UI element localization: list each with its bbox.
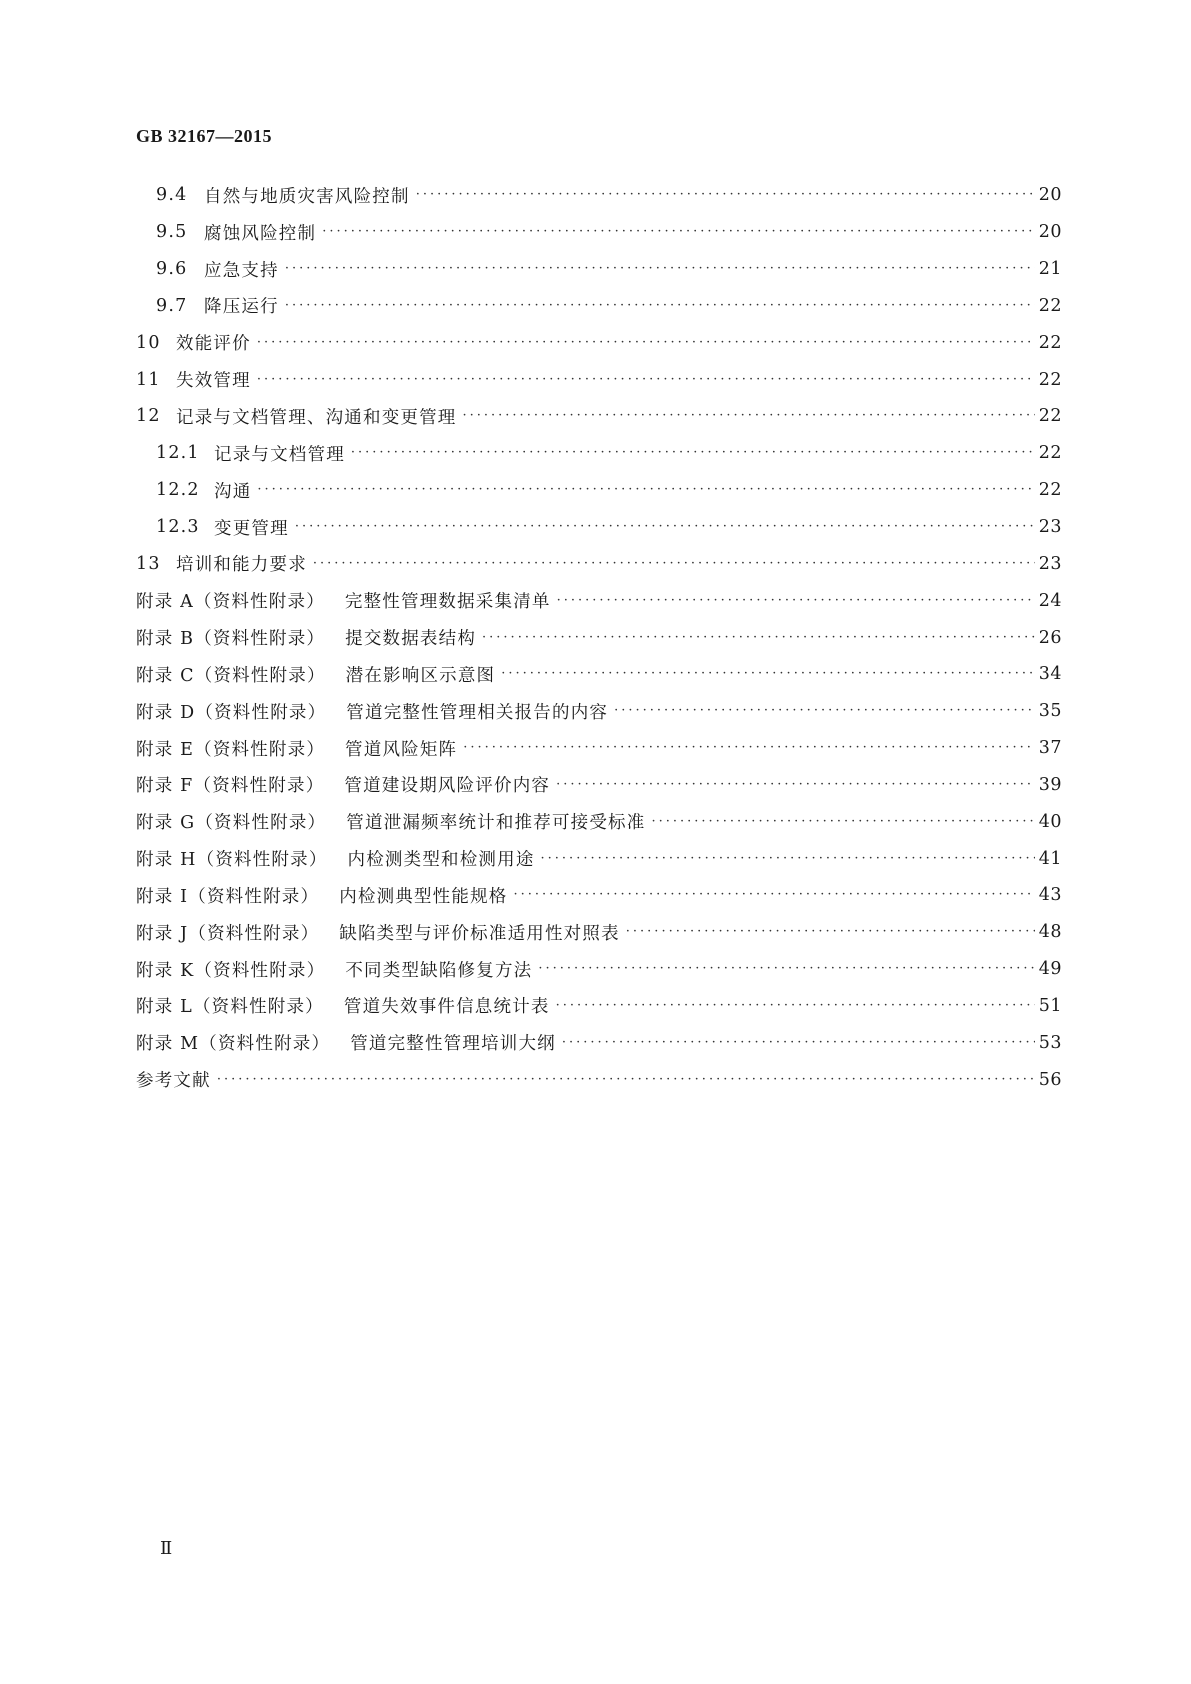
toc-entry-page: 40 bbox=[1038, 811, 1062, 832]
dot-leader bbox=[501, 664, 1034, 684]
toc-entry[interactable] bbox=[136, 730, 1062, 767]
toc-entry-title: 沟通 bbox=[214, 481, 252, 502]
toc-entry-title: 记录与文档管理、沟通和变更管理 bbox=[176, 407, 457, 428]
dot-leader bbox=[322, 222, 1035, 242]
dot-leader bbox=[217, 1070, 1035, 1090]
toc-entry-number: 附录 D（资料性附录） bbox=[136, 702, 327, 723]
dot-leader bbox=[614, 701, 1035, 721]
dot-leader bbox=[514, 885, 1035, 905]
toc-entry-page: 35 bbox=[1038, 701, 1062, 722]
toc-entry-number: 附录 K（资料性附录） bbox=[136, 960, 326, 981]
toc-entry-page: 20 bbox=[1038, 185, 1062, 206]
toc-entry-title: 培训和能力要求 bbox=[176, 555, 307, 576]
toc-entry-number: 附录 H（资料性附录） bbox=[136, 850, 328, 871]
toc-entry-page: 22 bbox=[1038, 295, 1062, 316]
toc-entry-page: 48 bbox=[1038, 922, 1062, 943]
toc-entry-title: 潜在影响区示意图 bbox=[345, 665, 496, 686]
dot-leader bbox=[538, 959, 1034, 979]
toc-entry[interactable] bbox=[136, 1024, 1062, 1061]
toc-entry[interactable] bbox=[136, 361, 1062, 398]
page-number-footer: Ⅱ bbox=[160, 1538, 173, 1558]
toc-entry-number: 附录 A（资料性附录） bbox=[136, 592, 325, 613]
toc-entry[interactable] bbox=[136, 619, 1062, 656]
toc-entry-title: 管道完整性管理培训大纲 bbox=[350, 1034, 556, 1055]
toc-entry[interactable] bbox=[136, 582, 1062, 619]
toc-entry-page: 56 bbox=[1038, 1069, 1062, 1090]
toc-entry-number: 附录 M（资料性附录） bbox=[136, 1034, 331, 1055]
toc-entry[interactable] bbox=[136, 251, 1062, 288]
toc-entry-page: 20 bbox=[1038, 222, 1062, 243]
toc-entry-page: 24 bbox=[1038, 590, 1062, 611]
toc-entry-page: 53 bbox=[1038, 1032, 1062, 1053]
toc-entry-page: 22 bbox=[1038, 369, 1062, 390]
toc-entry-title: 提交数据表结构 bbox=[345, 629, 477, 650]
toc-entry-number: 附录 J（资料性附录） bbox=[136, 923, 320, 944]
toc-entry-number: 附录 E（资料性附录） bbox=[136, 739, 326, 760]
dot-leader bbox=[463, 738, 1034, 758]
dot-leader bbox=[313, 554, 1035, 574]
dot-leader bbox=[556, 775, 1035, 795]
toc-entry-number: 12.2 bbox=[156, 480, 200, 501]
toc-entry-number: 9.4 bbox=[156, 185, 188, 206]
toc-entry-title: 内检测典型性能规格 bbox=[339, 886, 508, 907]
toc-entry-page: 51 bbox=[1038, 995, 1062, 1016]
toc-entry-page: 43 bbox=[1038, 885, 1062, 906]
toc-entry[interactable] bbox=[136, 877, 1062, 914]
document-id-header: GB 32167—2015 bbox=[136, 126, 273, 146]
toc-entry-title: 管道风险矩阵 bbox=[345, 739, 458, 760]
toc-entry-page: 26 bbox=[1038, 627, 1062, 648]
toc-entry-page: 41 bbox=[1038, 848, 1062, 869]
dot-leader bbox=[351, 443, 1035, 463]
toc-entry-number: 11 bbox=[136, 369, 161, 390]
toc-entry-number: 附录 B（资料性附录） bbox=[136, 629, 326, 650]
toc-entry-page: 22 bbox=[1038, 332, 1062, 353]
toc-entry-number: 9.7 bbox=[156, 295, 188, 316]
toc-entry-title: 失效管理 bbox=[176, 371, 251, 392]
toc-entry-page: 23 bbox=[1038, 553, 1062, 574]
toc-entry[interactable] bbox=[136, 767, 1062, 804]
toc-entry-number: 附录 G（资料性附录） bbox=[136, 813, 327, 834]
toc-entry-page: 21 bbox=[1038, 259, 1062, 280]
toc-entry[interactable] bbox=[136, 914, 1062, 951]
toc-entry-title: 变更管理 bbox=[214, 518, 289, 539]
dot-leader bbox=[562, 1033, 1035, 1053]
toc-entry-number: 附录 C（资料性附录） bbox=[136, 665, 326, 686]
toc-entry-number: 12 bbox=[136, 406, 161, 427]
toc-entry[interactable] bbox=[136, 951, 1062, 988]
dot-leader bbox=[257, 480, 1034, 500]
toc-entry-title: 不同类型缺陷修复方法 bbox=[345, 960, 533, 981]
toc-entry[interactable] bbox=[136, 693, 1062, 730]
dot-leader bbox=[257, 370, 1035, 390]
toc-entry[interactable] bbox=[136, 398, 1062, 435]
dot-leader bbox=[295, 517, 1035, 537]
toc-entry-title: 内检测类型和检测用途 bbox=[347, 850, 535, 871]
toc-entry-page: 22 bbox=[1038, 406, 1062, 427]
toc-entry-page: 34 bbox=[1038, 664, 1062, 685]
toc-entry-number: 附录 I（资料性附录） bbox=[136, 886, 320, 907]
toc-entry-title: 降压运行 bbox=[204, 297, 279, 318]
toc-entry-title: 腐蚀风险控制 bbox=[204, 223, 317, 244]
toc-entry-title: 效能评价 bbox=[176, 334, 251, 355]
toc-entry[interactable] bbox=[136, 177, 1062, 214]
toc-entry[interactable] bbox=[136, 288, 1062, 325]
toc-entry-title: 完整性管理数据采集清单 bbox=[344, 592, 551, 613]
toc-entry-title: 参考文献 bbox=[136, 1071, 211, 1092]
toc-entry[interactable] bbox=[136, 656, 1062, 693]
toc-entry[interactable] bbox=[136, 803, 1062, 840]
toc-entry[interactable] bbox=[136, 840, 1062, 877]
toc-entry-number: 12.1 bbox=[156, 443, 200, 464]
toc-entry-page: 37 bbox=[1038, 738, 1062, 759]
toc-entry-number: 13 bbox=[136, 553, 161, 574]
toc-entry[interactable] bbox=[136, 472, 1062, 509]
toc-entry[interactable] bbox=[136, 1061, 1062, 1098]
toc-entry-page: 22 bbox=[1038, 480, 1062, 501]
toc-entry-number: 9.5 bbox=[156, 222, 188, 243]
toc-entry[interactable] bbox=[136, 509, 1062, 546]
toc-entry[interactable] bbox=[136, 988, 1062, 1025]
toc-entry-number: 9.6 bbox=[156, 259, 188, 280]
toc-entry-page: 49 bbox=[1038, 959, 1062, 980]
dot-leader bbox=[557, 591, 1035, 611]
toc-entry-title: 记录与文档管理 bbox=[214, 444, 345, 465]
toc-entry-title: 管道泄漏频率统计和推荐可接受标准 bbox=[346, 813, 646, 834]
dot-leader bbox=[651, 812, 1034, 832]
dot-leader bbox=[463, 406, 1035, 426]
toc-entry-page: 39 bbox=[1038, 774, 1062, 795]
dot-leader bbox=[482, 628, 1035, 648]
toc-entry[interactable] bbox=[136, 435, 1062, 472]
toc-entry-number: 10 bbox=[136, 332, 161, 353]
toc-entry-number: 附录 F（资料性附录） bbox=[136, 776, 325, 797]
toc-entry-page: 23 bbox=[1038, 517, 1062, 538]
dot-leader bbox=[556, 996, 1035, 1016]
toc-entry[interactable] bbox=[136, 324, 1062, 361]
toc-entry-number: 附录 L（资料性附录） bbox=[136, 997, 324, 1018]
toc-entry-title: 应急支持 bbox=[204, 260, 279, 281]
dot-leader bbox=[285, 296, 1035, 316]
table-of-contents bbox=[136, 177, 1062, 1098]
dot-leader bbox=[416, 185, 1035, 205]
toc-entry[interactable] bbox=[136, 214, 1062, 251]
toc-entry[interactable] bbox=[136, 545, 1062, 582]
toc-entry-title: 管道失效事件信息统计表 bbox=[343, 997, 550, 1018]
toc-entry-number: 12.3 bbox=[156, 517, 200, 538]
dot-leader bbox=[541, 849, 1035, 869]
toc-entry-title: 自然与地质灾害风险控制 bbox=[204, 186, 410, 207]
dot-leader bbox=[257, 333, 1035, 353]
toc-entry-title: 管道建设期风险评价内容 bbox=[344, 776, 551, 797]
toc-entry-title: 管道完整性管理相关报告的内容 bbox=[346, 702, 609, 723]
dot-leader bbox=[285, 259, 1035, 279]
toc-entry-title: 缺陷类型与评价标准适用性对照表 bbox=[339, 923, 620, 944]
toc-entry-page: 22 bbox=[1038, 443, 1062, 464]
dot-leader bbox=[626, 922, 1035, 942]
